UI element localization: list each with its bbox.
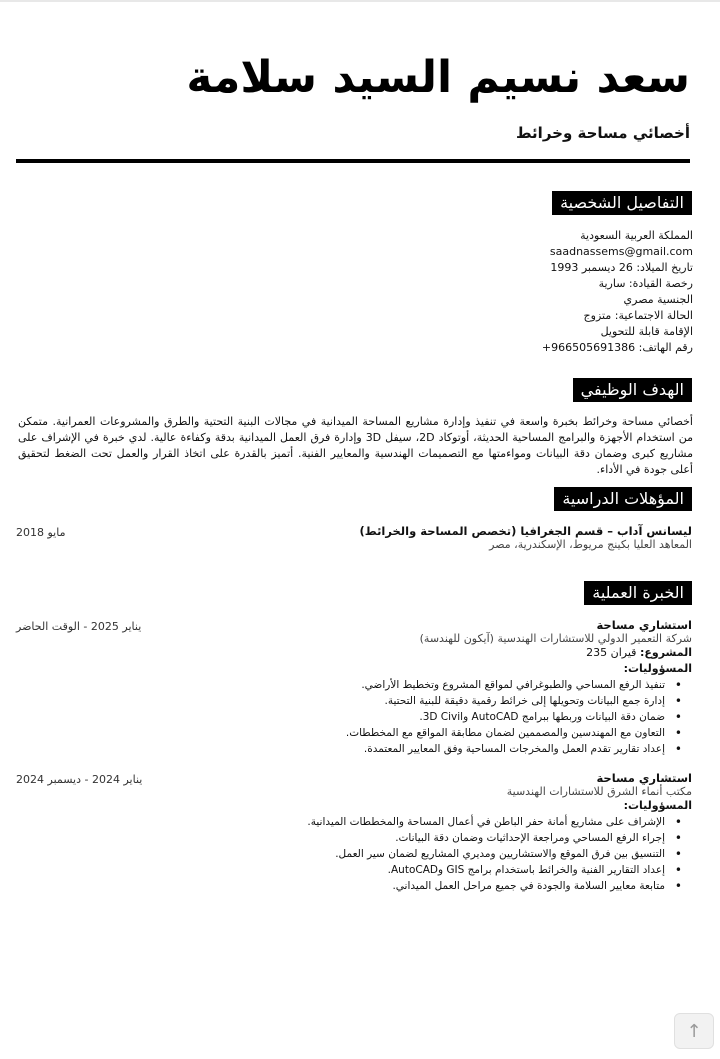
job-title-2: استشاري مساحة [596,771,692,785]
project-label: المشروع: [639,646,692,659]
email: saadnassems@gmail.com [549,245,693,258]
list-item: • متابعة معايير السلامة والجودة في جميع مراحل العمل الميداني. [16,878,692,894]
education-entry [16,524,692,551]
project-name: قيران 235 [586,646,637,659]
project-row [16,645,692,661]
full-name: سعد نسيم السيد سلامة [186,52,690,103]
arrow-up-icon: ↑ [686,1020,702,1042]
driving-license: رخصة القيادة: سارية [598,277,693,290]
country: المملكة العربية السعودية [580,229,693,242]
list-item: • ضمان دقة البيانات وربطها ببرامج AutoCAD و3D Civil. [16,709,692,725]
institute: المعاهد العليا بكينج مريوط، الإسكندرية، مصر [489,538,692,551]
responsibilities-label-2: المسؤوليات: [623,799,692,812]
list-item: • التنسيق بين فرق الموقع والاستشاريين ومديري المشاريع لضمان سير العمل. [16,846,692,862]
section-experience: الخبرة العملية [584,581,692,605]
personal-details [393,228,693,356]
birth-date: تاريخ الميلاد: 26 ديسمبر 1993 [550,261,693,274]
company-1: شركة التعمير الدولي للاستشارات الهندسية (آيكون للهندسة) [419,632,692,645]
section-personal-details: التفاصيل الشخصية [552,191,692,215]
list-item: • إجراء الرفع المساحي ومراجعة الإحداثيات وضمان دقة البيانات. [16,830,692,846]
residence: الإقامة قابلة للتحويل [600,325,693,338]
section-objective: الهدف الوظيفي [573,378,692,402]
job-date-2: يناير 2024 - ديسمبر 2024 [16,773,143,786]
list-item: • تنفيذ الرفع المساحي والطبوغرافي لمواقع المشروع وتخطيط الأراضي. [16,677,692,693]
job-title: أخصائي مساحة وخرائط [515,124,690,142]
company-2: مكتب أنماء الشرق للاستشارات الهندسية [506,785,692,798]
scroll-top-button[interactable] [674,1013,714,1049]
nationality: الجنسية مصري [623,293,693,306]
marital-status: الحالة الاجتماعية: متزوج [583,309,693,322]
list-item: • إعداد تقارير تقدم العمل والمخرجات المساحية وفق المعايير المعتمدة. [16,741,692,757]
list-item: • إعداد التقارير الفنية والخرائط باستخدام برامج GIS وAutoCAD. [16,862,692,878]
list-item: • التعاون مع المهندسين والمصممين لضمان مطابقة المواقع مع المخططات. [16,725,692,741]
header-divider [16,159,690,163]
phone-row [393,340,693,356]
job-title-1: استشاري مساحة [596,618,692,632]
top-divider [0,0,720,2]
degree: ليسانس آداب – قسم الجغرافيا (تخصص المساحة والخرائط) [359,524,692,538]
objective-text: أخصائي مساحة وخرائط بخبرة واسعة في تنفيذ وإدارة مشاريع المساحة الميدانية في مجالات البنية التحتية والطرق والمشروعات العمرانية. متمكن من استخدام الأجهزة والبرامج المساحية الحديثة، أوتوكاد 2D، سيفل 3D وإدارة فرق العمل الميدانية بدقة وكفاءة عالية. لدي خبرة في الإشراف على مشاريع كبرى وضمان دقة البيانات ومواءمتها مع التصميمات الهندسية والمعايير الفنية. أتميز بالقدرة على اتخاذ القرار والعمل تحت الضغط لتحقيق أعلى جودة في الأداء. [18,415,693,476]
job-entry-2 [16,771,692,894]
education-date: مايو 2018 [16,526,66,539]
job-date-1: يناير 2025 - الوقت الحاضر [16,620,142,633]
section-education: المؤهلات الدراسية [554,487,692,511]
responsibilities-label-1: المسؤوليات: [623,662,692,675]
responsibilities-list-2 [16,814,692,894]
job-entry-1 [16,618,692,757]
phone-number: +966505691386 [541,341,636,354]
list-item: • الإشراف على مشاريع أمانة حفر الباطن في أعمال المساحة والمخططات الميدانية. [16,814,692,830]
phone-label: رقم الهاتف: [638,341,693,354]
responsibilities-list-1 [16,677,692,757]
list-item: • إدارة جمع البيانات وتحويلها إلى خرائط رقمية دقيقة للبنية التحتية. [16,693,692,709]
